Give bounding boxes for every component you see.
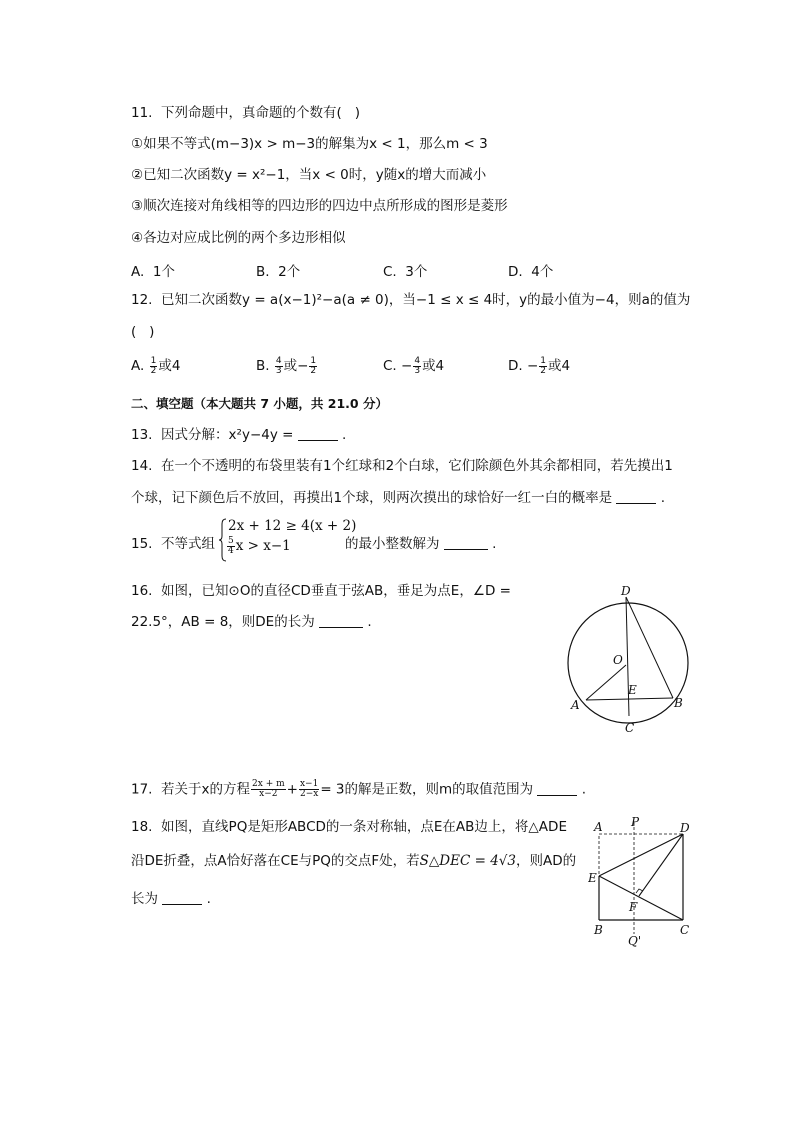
q15-answer-blank[interactable] <box>444 537 488 550</box>
frac-denominator: 2 <box>310 365 317 376</box>
chord-ab <box>586 698 673 700</box>
q15-suffix-line <box>345 535 496 553</box>
q11-statement-3: ③顺次连接对角线相等的四边形的四边中点所形成的图形是菱形 <box>131 198 508 214</box>
q12-option-b <box>256 354 318 376</box>
q13-end: . <box>342 427 347 443</box>
frac-denominator: 3 <box>275 365 282 376</box>
q13-answer-blank[interactable] <box>298 428 338 441</box>
q12-option-a-fraction <box>150 357 158 376</box>
q18-end: . <box>206 891 211 907</box>
q15-fraction <box>227 537 235 556</box>
label-e: E <box>628 683 637 697</box>
q12-option-b-label: B. <box>256 358 270 374</box>
q13-text: 13. 因式分解：x²y−4y = <box>131 427 294 443</box>
q12-stem: 12. 已知二次函数y = a(x−1)²−a(a ≠ 0)，当−1 ≤ x ≤ 4时，y的最小值为−4，则a的值为 <box>131 292 691 308</box>
label-d: D <box>621 584 631 598</box>
label-q: Q' <box>628 934 642 948</box>
q14-line-1: 14. 在一个不透明的布袋里装有1个红球和2个白球，它们除颜色外其余都相同，若先摸出1 <box>131 458 673 474</box>
q16-end: . <box>367 614 372 630</box>
q15-suffix: 的最小整数解为 <box>345 536 440 552</box>
q11-stem: 11. 下列命题中，真命题的个数有( ) <box>131 105 360 121</box>
diameter-cd <box>626 597 629 716</box>
q12-option-d-sign: − <box>526 358 539 374</box>
q18-line-3 <box>131 890 211 908</box>
frac-numerator: 2x + m <box>252 779 285 789</box>
rect-abcd-dashed <box>599 834 683 920</box>
q12-option-c-rest: 或4 <box>422 358 445 374</box>
q13 <box>131 426 346 444</box>
q12-stem-paren: ( ) <box>131 324 155 340</box>
q12-option-c-fraction <box>413 357 421 376</box>
section-heading: 二、填空题（本大题共 7 小题，共 21.0 分） <box>131 396 388 411</box>
label-a: A <box>571 698 580 712</box>
q15-inequality-2 <box>226 537 291 556</box>
frac-numerator: 1 <box>150 355 157 366</box>
q14-text: 个球，记下颜色后不放回，再摸出1个球，则两次摸出的球恰好一红一白的概率是 <box>131 490 613 506</box>
frac-denominator: 4 <box>228 546 234 556</box>
q15-end: . <box>492 536 497 552</box>
label-e: E <box>588 871 597 885</box>
frac-numerator: 1 <box>310 355 317 366</box>
q12-option-b-fraction-2 <box>309 357 317 376</box>
q11-option-c: C. 3个 <box>383 264 428 280</box>
q15-inequality-1: 2x + 12 ≥ 4(x + 2) <box>228 518 357 534</box>
q11-statement-1: ①如果不等式(m−3)x > m−3的解集为x < 1，那么m < 3 <box>131 136 488 152</box>
label-a: A <box>594 820 603 834</box>
q16-answer-blank[interactable] <box>319 615 363 628</box>
q11-option-b: B. 2个 <box>256 264 301 280</box>
q17-plus: + <box>286 781 298 798</box>
label-b: B <box>674 696 683 710</box>
segment-ec <box>599 876 683 920</box>
q12-option-a-label: A. <box>131 358 145 374</box>
frac-numerator: 5 <box>228 536 234 546</box>
q16-figure-circle <box>560 582 696 738</box>
q12-option-c-sign: − <box>401 358 413 374</box>
frac-numerator: x−1 <box>299 779 319 789</box>
label-b: B <box>594 923 603 937</box>
q16-text: 22.5°，AB = 8，则DE的长为 <box>131 614 315 630</box>
q12-option-a <box>131 354 180 376</box>
label-c: C <box>625 721 635 735</box>
label-c: C <box>680 923 690 937</box>
frac-denominator: 2 <box>540 365 547 376</box>
q15-prefix: 15. 不等式组 <box>131 536 216 552</box>
q12-option-c <box>383 354 444 376</box>
q14-line-2 <box>131 489 665 507</box>
q18-text-a: 沿DE折叠，点A恰好落在CE与PQ的交点F处，若 <box>131 853 420 869</box>
q18-line-1: 18. 如图，直线PQ是矩形ABCD的一条对称轴，点E在AB边上，将△ADE <box>131 819 567 835</box>
segment-ed <box>599 834 683 876</box>
frac-denominator: 3 <box>414 365 421 376</box>
q12-option-c-label: C. <box>383 358 397 374</box>
frac-numerator: 4 <box>275 355 282 366</box>
q11-statement-2: ②已知二次函数y = x²−1，当x < 0时，y随x的增大而减小 <box>131 167 487 183</box>
q18-figure-rectangle <box>588 812 698 952</box>
q17-suffix: = 3的解是正数，则m的取值范围为 <box>320 781 534 798</box>
label-d: D <box>680 821 690 835</box>
q14-answer-blank[interactable] <box>616 491 656 504</box>
q17-answer-blank[interactable] <box>537 783 577 796</box>
frac-numerator: 1 <box>540 355 547 366</box>
q18-text-b: ，则AD的 <box>515 853 577 869</box>
q18-answer-blank[interactable] <box>162 892 202 905</box>
segment-fd <box>639 834 683 896</box>
q17-fraction-2 <box>299 780 319 799</box>
q12-option-d-fraction <box>539 357 547 376</box>
q14-end: . <box>660 490 665 506</box>
frac-denominator: 2−x <box>299 789 319 799</box>
frac-numerator: 4 <box>414 355 421 366</box>
frac-denominator: 2 <box>150 365 157 376</box>
q16-line-1: 16. 如图，已知⊙O的直径CD垂直于弦AB，垂足为点E，∠D = <box>131 583 511 599</box>
q11-statement-4: ④各边对应成比例的两个多边形相似 <box>131 230 346 246</box>
q11-option-a: A. 1个 <box>131 264 175 280</box>
q12-option-d-label: D. <box>508 358 523 374</box>
q12-option-a-rest: 或4 <box>158 358 181 374</box>
q12-option-d-rest: 或4 <box>548 358 571 374</box>
segment-oa <box>586 665 626 700</box>
frac-denominator: x−2 <box>259 789 278 799</box>
label-f: F <box>629 900 638 914</box>
q17-prefix: 17. 若关于x的方程 <box>131 781 251 798</box>
q18-text-c: 长为 <box>131 891 158 907</box>
q11-option-d: D. 4个 <box>508 264 554 280</box>
q17-fraction-1 <box>251 780 286 799</box>
q12-option-d <box>508 354 570 376</box>
q18-line-2 <box>131 852 576 870</box>
label-p: P <box>631 815 640 829</box>
q15-inequality-2-rest: x > x−1 <box>235 538 291 554</box>
q17 <box>131 780 586 799</box>
q12-option-b-fraction-1 <box>275 357 283 376</box>
q18-area-formula: S△DEC = 4√3 <box>419 853 516 869</box>
q12-option-b-mid: 或− <box>283 358 309 374</box>
q16-line-2 <box>131 613 372 631</box>
q17-end: . <box>581 781 587 798</box>
label-o: O <box>613 653 623 667</box>
